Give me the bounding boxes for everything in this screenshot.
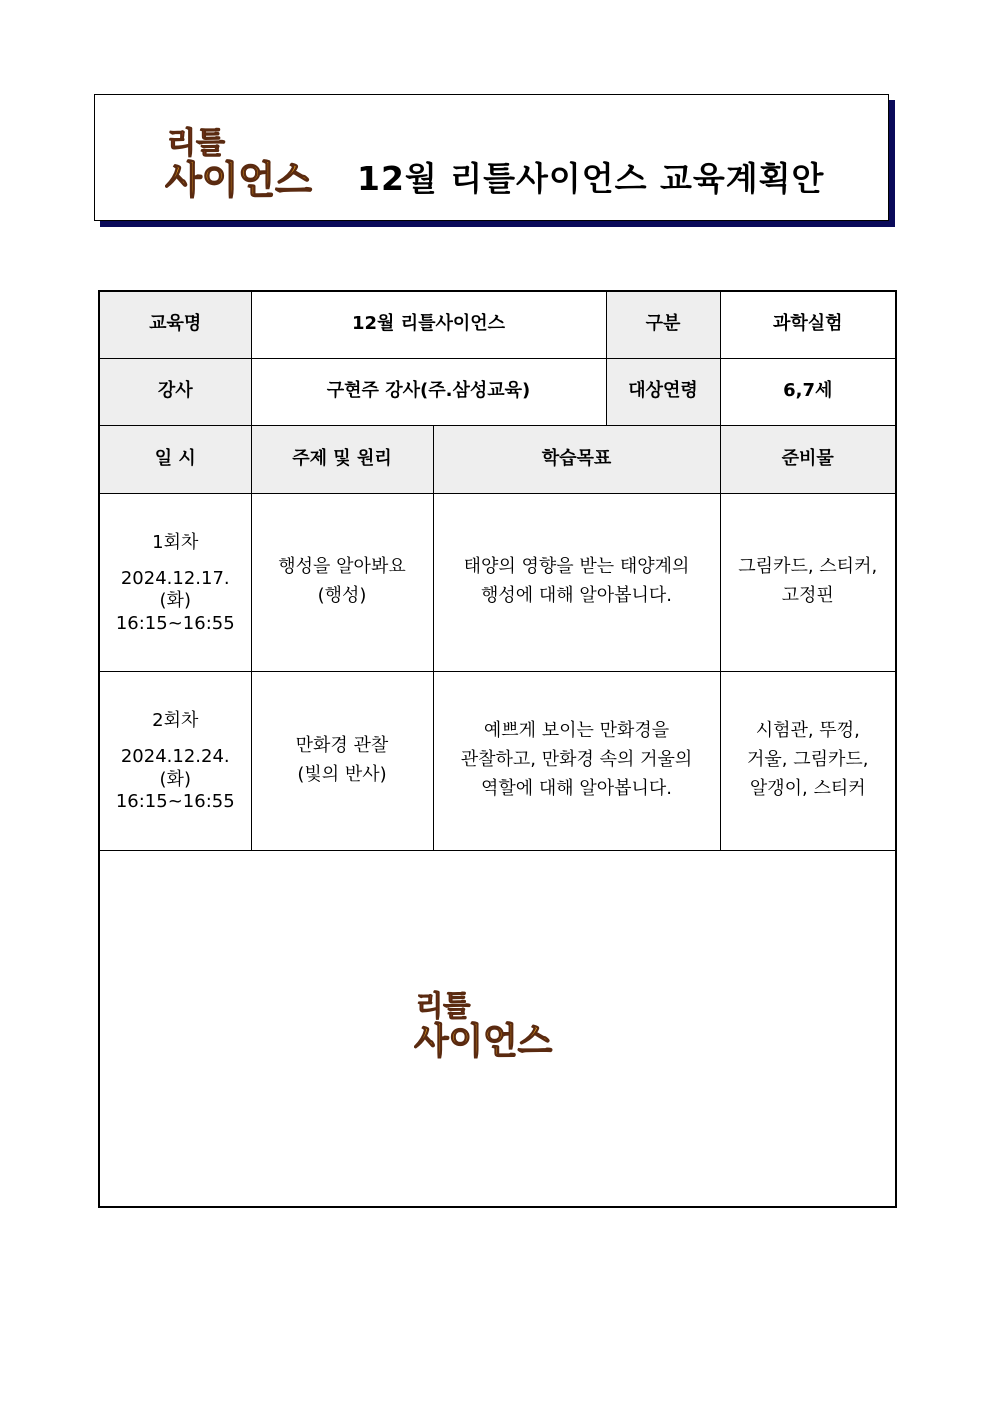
session-materials-line: 시험관, 뚜껑, (755, 720, 860, 742)
table-row (99, 291, 896, 358)
table-row (99, 493, 896, 671)
session-time: 16:15~16:55 (115, 791, 235, 813)
session-materials-cell (720, 671, 896, 850)
course-label: 교육명 (99, 291, 251, 358)
session-goal-line: 역할에 대해 알아봅니다. (480, 777, 673, 799)
session-principle: (행성) (317, 585, 367, 606)
session-goal-cell (433, 493, 720, 671)
age-label: 대상연령 (606, 358, 720, 425)
little-science-logo (414, 981, 574, 1061)
age-value: 6,7세 (720, 358, 896, 425)
session-topic: 행성을 알아봐요 (278, 556, 406, 578)
session-date: 2024.12.24.(화) (120, 746, 230, 790)
session-number: 1회차 (152, 531, 199, 553)
session-date-cell (99, 671, 251, 850)
session-number: 2회차 (152, 710, 199, 732)
session-materials-cell (720, 493, 896, 671)
logo-area-cell (99, 850, 896, 1207)
plan-table (98, 290, 897, 1208)
category-value: 과학실험 (720, 291, 896, 358)
session-materials-line: 그림카드, 스티커, (738, 556, 878, 578)
header-box (94, 94, 889, 221)
session-goal-line: 행성에 대해 알아봅니다. (480, 585, 673, 606)
session-topic: 만화경 관찰 (295, 734, 389, 756)
instructor-value: 구현주 강사(주.삼성교육) (251, 358, 606, 425)
col-header-goal: 학습목표 (433, 425, 720, 493)
session-principle: (빛의 반사) (297, 763, 387, 785)
session-topic-cell (251, 493, 433, 671)
session-materials-line: 고정핀 (781, 585, 834, 606)
little-science-logo (165, 117, 335, 201)
course-value: 12월 리틀사이언스 (251, 291, 606, 358)
logo-text-ri: 리틀 (415, 988, 471, 1022)
logo-text-science: 사이언스 (165, 158, 312, 201)
col-header-topic: 주제 및 원리 (251, 425, 433, 493)
col-header-materials: 준비물 (720, 425, 896, 493)
page-title: 12월 리틀사이언스 교육계획안 (357, 159, 825, 198)
table-row (99, 671, 896, 850)
table-row (99, 850, 896, 1207)
session-date: 2024.12.17.(화) (120, 567, 230, 612)
logo-text-ri: 리틀 (167, 126, 225, 161)
category-label: 구분 (606, 291, 720, 358)
session-goal-line: 관찰하고, 만화경 속의 거울의 (460, 749, 693, 771)
col-header-date: 일 시 (99, 425, 251, 493)
table-row (99, 425, 896, 493)
session-goal-cell (433, 671, 720, 850)
session-goal-line: 예쁘게 보이는 만화경을 (483, 720, 670, 742)
session-materials-line: 거울, 그림카드, (747, 749, 869, 771)
session-time: 16:15~16:55 (115, 612, 235, 634)
logo-text-science: 사이언스 (414, 1020, 553, 1061)
session-materials-line: 알갱이, 스티커 (749, 777, 866, 799)
table-row (99, 358, 896, 425)
instructor-label: 강사 (99, 358, 251, 425)
session-goal-line: 태양의 영향을 받는 태양계의 (463, 556, 690, 578)
session-topic-cell (251, 671, 433, 850)
session-date-cell (99, 493, 251, 671)
